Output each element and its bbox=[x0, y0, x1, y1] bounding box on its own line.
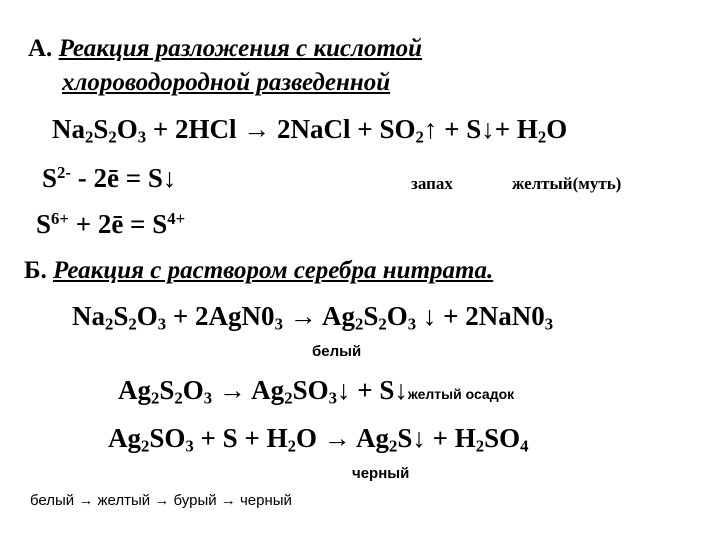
label-white-precipitate: белый bbox=[312, 343, 362, 360]
color-sequence: белый → желтый → бурый → черный bbox=[30, 492, 292, 509]
section-a-letter: А. bbox=[28, 35, 53, 62]
equation-2: $Na_2S_2O_3 + 2AgN0_3 \to Ag_2S_2O_3$ ↓ + $2NaN0_3$ bbox=[72, 301, 554, 334]
equation-3: $Ag_2S_2O_3$ → $Ag_2SO_3↓$ + S↓желтый осадок bbox=[118, 375, 515, 408]
label-yellow-turbidity: желтый(муть) bbox=[512, 174, 622, 193]
section-b-letter: Б. bbox=[24, 257, 47, 284]
section-a-title-line2: хлороводородной разведенной bbox=[62, 69, 391, 96]
label-smell: запах bbox=[411, 174, 453, 193]
section-b-title-line bbox=[24, 258, 493, 283]
section-a-title: Реакция разложения с кислотой bbox=[58, 35, 422, 62]
equation-4: $Ag_2SO_3 + S + H_2O$ → $Ag_2S↓ + H_2SO_4$ bbox=[108, 423, 529, 456]
label-black-precipitate: черный bbox=[352, 465, 410, 482]
equation-1: $Na_2S_2O_3 + 2HCl$ → 2NaCl + $SO_2↑$ + S↓+ $H_2O$ bbox=[52, 114, 568, 147]
half-reaction-1: $S^{2-}$ - 2ē = S↓ bbox=[42, 162, 177, 193]
section-a-title-line1 bbox=[28, 36, 422, 61]
label-yellow-precipitate: желтый осадок bbox=[407, 386, 515, 402]
section-b-title: Реакция с раствором серебра нитрата. bbox=[53, 257, 494, 284]
half-reaction-2: $S^{6+}$ + 2ē = $S^{4+}$ bbox=[36, 208, 186, 239]
